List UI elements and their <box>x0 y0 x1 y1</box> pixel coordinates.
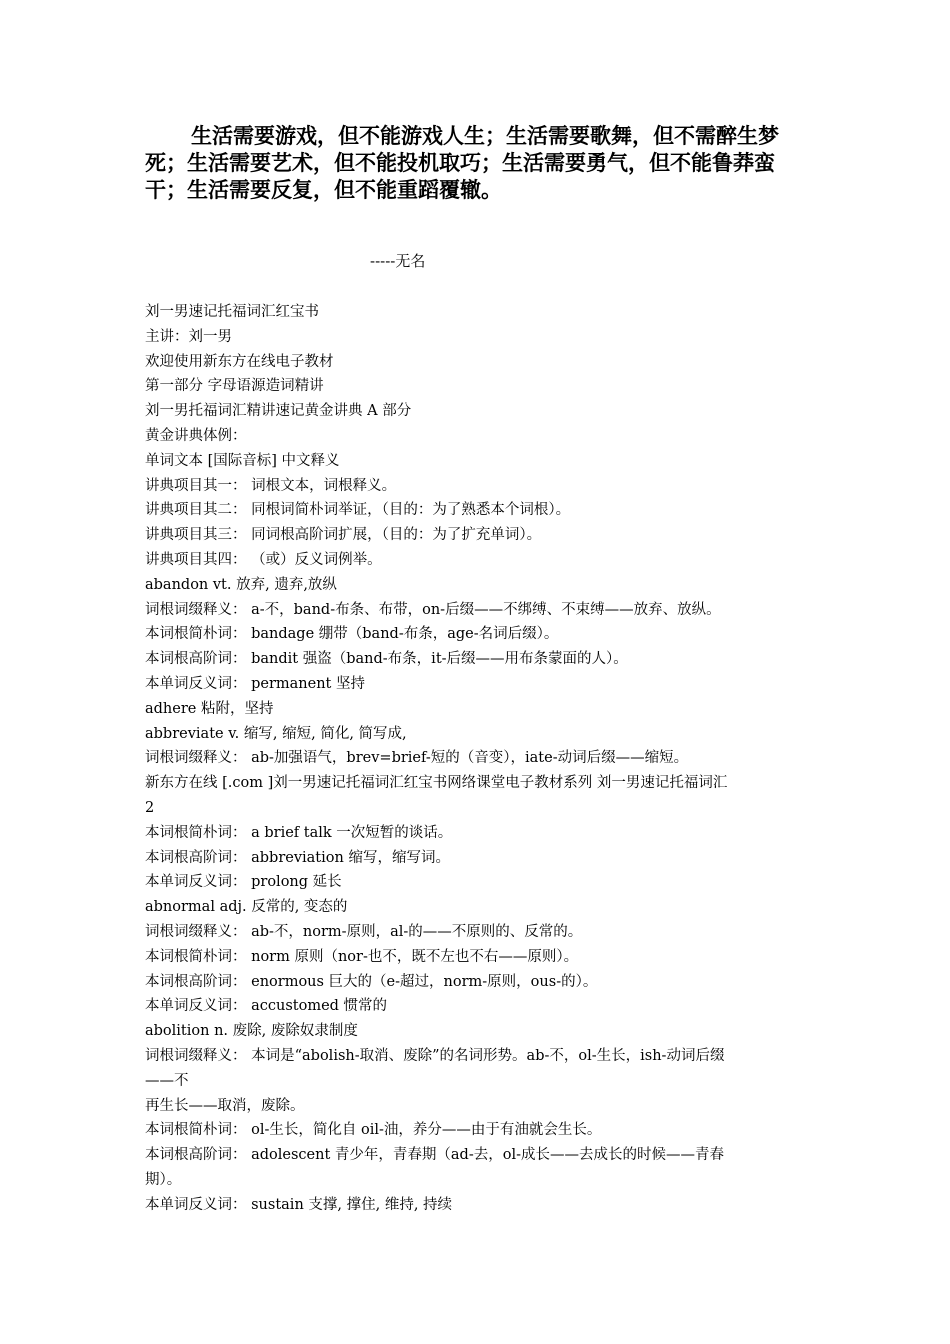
text-line: abandon vt. 放弃, 遗弃,放纵 <box>145 576 337 593</box>
text-line: 主讲：刘一男 <box>145 328 232 345</box>
text-line: 词根词缀释义： a-不，band-布条、布带，on-后缀——不绑缚、不束缚——放弃、放纵。 <box>145 601 721 618</box>
text-line: 讲典项目其四： （或）反义词例举。 <box>145 551 382 568</box>
quote-attribution: -----无名 <box>370 252 426 270</box>
text-line: 讲典项目其二： 同根词简朴词举证，（目的：为了熟悉本个词根）。 <box>145 502 571 519</box>
text-line: abolition n. 废除, 废除奴隶制度 <box>145 1023 358 1040</box>
text-line: 本词根简朴词： norm 原则（nor-也不，既不左也不右——原则）。 <box>145 948 579 965</box>
text-line: 刘一男托福词汇精讲速记黄金讲典 A 部分 <box>145 403 412 420</box>
text-line: 本词根高阶词： adolescent 青少年，青春期（ad-去，ol-成长——去成长的时候——青春 <box>145 1147 724 1164</box>
text-line: ——不 <box>145 1072 189 1089</box>
text-line: 本词根高阶词： bandit 强盗（band-布条，it-后缀——用布条蒙面的人）。 <box>145 651 628 668</box>
text-line: 单词文本 [国际音标] 中文释义 <box>145 452 340 469</box>
text-line: 词根词缀释义： 本词是“abolish-取消、废除”的名词形势。ab-不，ol-生长，ish-动词后缀 <box>145 1047 725 1064</box>
text-line: 刘一男速记托福词汇红宝书 <box>145 304 319 320</box>
text-line: 本词根简朴词： ol-生长，简化自 oil-油，养分——由于有油就会生长。 <box>145 1122 602 1139</box>
text-line: 本词根简朴词： bandage 绷带（band-布条，age-名词后缀）。 <box>145 626 559 643</box>
text-line: 本词根简朴词： a brief talk 一次短暂的谈话。 <box>145 824 453 841</box>
text-line: 讲典项目其一： 词根文本，词根释义。 <box>145 477 397 494</box>
text-line: 再生长——取消，废除。 <box>145 1097 305 1114</box>
text-line: abnormal adj. 反常的, 变态的 <box>145 899 348 916</box>
text-line: 本单词反义词： prolong 延长 <box>145 874 342 891</box>
text-line: 本词根高阶词： abbreviation 缩写，缩写词。 <box>145 849 450 866</box>
body-text <box>145 300 815 1217</box>
text-line: adhere 粘附，坚持 <box>145 700 274 717</box>
text-line: 讲典项目其三： 同词根高阶词扩展，（目的：为了扩充单词）。 <box>145 527 542 544</box>
text-line: 本单词反义词： accustomed 惯常的 <box>145 998 388 1015</box>
text-line: 词根词缀释义： ab-不，norm-原则，al-的——不原则的、反常的。 <box>145 923 583 940</box>
quote-paragraph: 生活需要游戏，但不能游戏人生；生活需要歌舞，但不需醉生梦死；生活需要艺术，但不能投机取巧；生活需要勇气，但不能鲁莽蛮干；生活需要反复，但不能重蹈覆辙。 <box>145 123 779 202</box>
text-line: 词根词缀释义： ab-加强语气，brev=brief-短的（音变），iate-动词后缀——缩短。 <box>145 750 689 767</box>
text-line: 新东方在线 [.com ]刘一男速记托福词汇红宝书网络课堂电子教材系列 刘一男速记托福词汇 <box>145 775 728 792</box>
text-line: 本单词反义词： permanent 坚持 <box>145 675 365 692</box>
text-line: abbreviate v. 缩写, 缩短, 简化, 简写成, <box>145 725 407 742</box>
text-line: 黄金讲典体例： <box>145 427 247 444</box>
text-line: 期）。 <box>145 1171 182 1188</box>
text-line: 本单词反义词： sustain 支撑, 撑住, 维持, 持续 <box>145 1196 453 1213</box>
text-line: 欢迎使用新东方在线电子教材 <box>145 353 334 370</box>
text-line: 第一部分 字母语源造词精讲 <box>145 378 324 395</box>
text-line: 本词根高阶词： enormous 巨大的（e-超过，norm-原则，ous-的）。 <box>145 973 598 990</box>
text-line: 2 <box>145 799 155 816</box>
